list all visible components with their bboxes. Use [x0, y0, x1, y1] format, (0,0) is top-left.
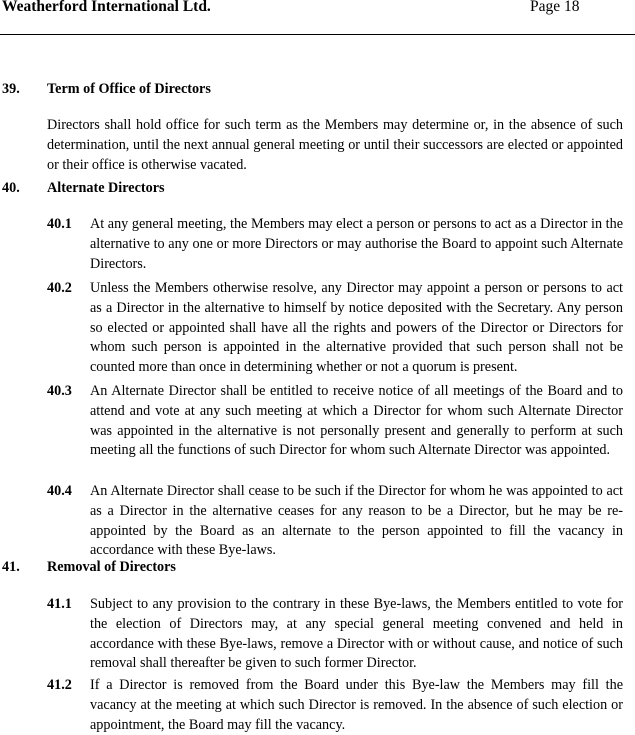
clause-40-1-number: 40.1 [47, 216, 72, 232]
clause-40-2-text: Unless the Members otherwise resolve, any Director may appoint a person or persons to act as a Director in the alternative to himself by notice deposited with the Secretary. Any person so elected or appointed shall have all the rights and powers of the Director or Directors for whom such person is appointed in the alternative provided that such person shall not be counted more than once in determining whether or not a quorum is present. [90, 280, 623, 376]
section-40-number: 40. [2, 180, 20, 196]
clause-40-4-number: 40.4 [47, 483, 72, 499]
clause-40-3-number: 40.3 [47, 383, 72, 399]
section-41-number: 41. [2, 559, 20, 575]
page-header [0, 0, 635, 22]
clause-40-3-text: An Alternate Director shall be entitled to receive notice of all meetings of the Board and to attend and vote at any such meeting at which a Director for whom such Alternate Director was appointed in the alternative is not personally present and generally to perform at such meeting all the functions of such Director for whom such Alternate Director was appointed. [90, 383, 623, 459]
company-name: Weatherford International Ltd. [2, 0, 211, 15]
section-40-title: Alternate Directors [47, 180, 165, 196]
clause-41-2-text: If a Director is removed from the Board under this Bye-law the Members may fill the vacancy at the meeting at which such Director is removed. In the absence of such election or appointment, the Board may fill the vacancy. [90, 677, 623, 733]
clause-40-2-number: 40.2 [47, 280, 72, 296]
clause-41-2-number: 41.2 [47, 677, 72, 693]
section-39-text: Directors shall hold office for such term as the Members may determine or, in the absence of such determination, until the next annual general meeting or until their successors are elected or appointed or their office is otherwise vacated. [47, 117, 623, 173]
clause-40-4-text: An Alternate Director shall cease to be such if the Director for whom he was appointed to act as a Director in the alternative ceases for any reason to be a Director, but he may be re-appointed by the Board as an alternate to the person appointed to fill the vacancy in accordance with these Bye-laws. [90, 483, 623, 559]
clause-41-1-number: 41.1 [47, 596, 72, 612]
section-41-title: Removal of Directors [47, 559, 176, 575]
header-rule [0, 34, 635, 35]
section-39-number: 39. [2, 81, 20, 97]
page-number: Page 18 [530, 0, 580, 15]
clause-41-1-text: Subject to any provision to the contrary in these Bye-laws, the Members entitled to vote for the election of Directors may, at any special general meeting convened and held in accordance with these Bye-laws, remove a Director with or without cause, and notice of such removal shall thereafter be given to such former Director. [90, 596, 623, 672]
clause-40-1-text: At any general meeting, the Members may elect a person or persons to act as a Director in the alternative to any one or more Directors or may authorise the Board to appoint such Alternate Directors. [90, 216, 623, 272]
section-39-title: Term of Office of Directors [47, 81, 211, 97]
